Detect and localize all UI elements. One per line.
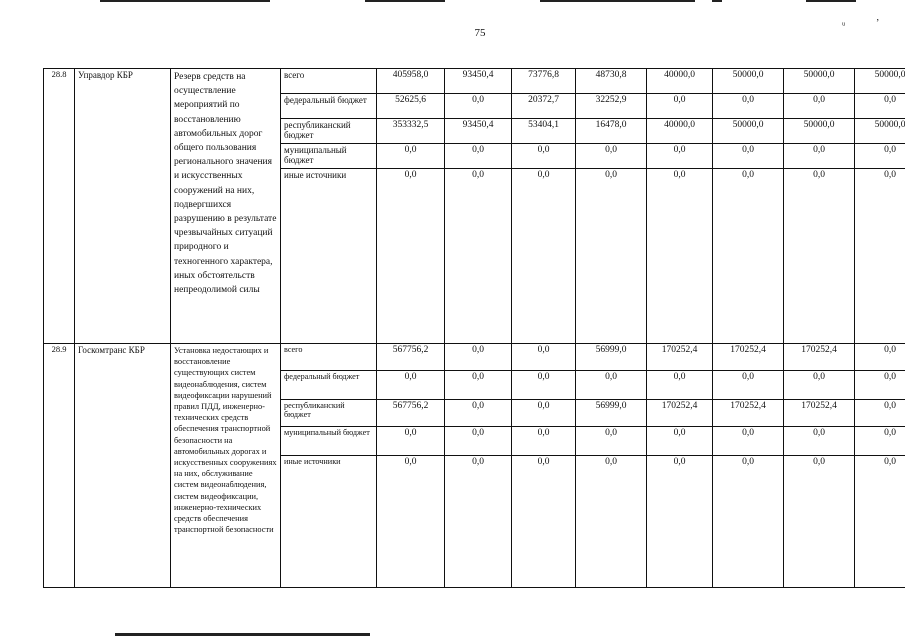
source-label: иные источники [281,169,377,344]
value-cell: 0,0 [445,456,512,588]
executor-cell: Управдор КБР [75,69,171,344]
value-cell: 0,0 [377,371,445,400]
value-cell: 0,0 [713,427,784,456]
executor-cell: Госкомтранс КБР [75,344,171,588]
value-cell: 567756,2 [377,344,445,371]
value-cell: 0,0 [784,169,855,344]
value-cell: 170252,4 [784,400,855,427]
value-cell: 0,0 [855,144,905,169]
value-cell: 0,0 [647,144,713,169]
value-cell: 0,0 [713,169,784,344]
top-rule-3 [540,0,695,2]
top-rule-5 [806,0,856,2]
value-cell: 0,0 [713,94,784,119]
bottom-rule [115,633,370,636]
description-cell: Установка недостающих и восстановление существующих систем видеонаблюдения, систем видеофиксации нарушений правил ПДД, инженерно-технических средств обеспечения транспортной безопасности на автомобильных дорогах и искусственных сооружениях на них, обслуживание систем видеонаблюдения, систем видеофиксации, инженерно-технических средств обеспечения транспортной безопасности [171,344,281,588]
value-cell: 0,0 [576,456,647,588]
value-cell: 170252,4 [647,344,713,371]
page-number: 75 [474,27,486,39]
value-cell: 0,0 [512,144,576,169]
source-label: республиканский бюджет [281,400,377,427]
value-cell: 0,0 [445,94,512,119]
value-cell: 0,0 [445,400,512,427]
table-row [44,344,905,371]
value-cell: 0,0 [855,94,905,119]
value-cell: 53404,1 [512,119,576,144]
top-rule-1 [100,0,270,2]
value-cell: 0,0 [377,427,445,456]
value-cell: 50000,0 [784,69,855,94]
source-label: муниципальный бюджет [281,427,377,456]
value-cell: 0,0 [784,94,855,119]
value-cell: 0,0 [784,371,855,400]
value-cell: 0,0 [445,427,512,456]
value-cell: 0,0 [647,169,713,344]
source-label: всего [281,344,377,371]
row-index: 28.9 [44,344,75,588]
value-cell: 0,0 [377,456,445,588]
value-cell: 0,0 [855,371,905,400]
value-cell: 0,0 [445,144,512,169]
value-cell: 0,0 [647,427,713,456]
value-cell: 0,0 [855,427,905,456]
value-cell: 0,0 [855,344,905,371]
budget-table [43,68,905,588]
value-cell: 0,0 [647,371,713,400]
value-cell: 0,0 [445,371,512,400]
source-label: всего [281,69,377,94]
value-cell: 50000,0 [713,119,784,144]
value-cell: 20372,7 [512,94,576,119]
value-cell: 50000,0 [784,119,855,144]
value-cell: 0,0 [713,144,784,169]
value-cell: 170252,4 [784,344,855,371]
value-cell: 93450,4 [445,119,512,144]
value-cell: 16478,0 [576,119,647,144]
value-cell: 0,0 [377,144,445,169]
value-cell: 0,0 [784,456,855,588]
value-cell: 0,0 [512,371,576,400]
value-cell: 0,0 [647,456,713,588]
value-cell: 48730,8 [576,69,647,94]
value-cell: 0,0 [377,169,445,344]
value-cell: 0,0 [713,371,784,400]
value-cell: 50000,0 [855,69,905,94]
value-cell: 0,0 [855,456,905,588]
description-cell: Резерв средств на осуществление мероприятий по восстановлению автомобильных дорог общего пользования регионального значения и искусственных сооружений на них, подвергшихся разрушению в результате чрезвычайных ситуаций природного и техногенного характера, иных обстоятельств непреодолимой силы [171,69,281,344]
corner-mark-left: ᵘ [842,20,846,31]
value-cell: 0,0 [512,169,576,344]
value-cell: 0,0 [784,144,855,169]
value-cell: 40000,0 [647,69,713,94]
value-cell: 50000,0 [713,69,784,94]
value-cell: 0,0 [576,371,647,400]
source-label: федеральный бюджет [281,371,377,400]
value-cell: 0,0 [576,169,647,344]
value-cell: 56999,0 [576,400,647,427]
value-cell: 93450,4 [445,69,512,94]
value-cell: 0,0 [445,344,512,371]
value-cell: 170252,4 [713,400,784,427]
corner-mark-right: ʼ [876,18,880,29]
source-label: муниципальный бюджет [281,144,377,169]
value-cell: 0,0 [713,456,784,588]
value-cell: 0,0 [445,169,512,344]
value-cell: 0,0 [855,169,905,344]
top-rule-4 [712,0,722,2]
value-cell: 0,0 [855,400,905,427]
source-label: иные источники [281,456,377,588]
source-label: республиканский бюджет [281,119,377,144]
value-cell: 170252,4 [647,400,713,427]
value-cell: 0,0 [512,344,576,371]
value-cell: 0,0 [512,427,576,456]
value-cell: 0,0 [784,427,855,456]
value-cell: 170252,4 [713,344,784,371]
top-rule-2 [365,0,445,2]
value-cell: 50000,0 [855,119,905,144]
value-cell: 353332,5 [377,119,445,144]
source-label: федеральный бюджет [281,94,377,119]
value-cell: 567756,2 [377,400,445,427]
value-cell: 0,0 [576,144,647,169]
value-cell: 0,0 [512,400,576,427]
value-cell: 0,0 [647,94,713,119]
value-cell: 56999,0 [576,344,647,371]
value-cell: 73776,8 [512,69,576,94]
row-index: 28.8 [44,69,75,344]
value-cell: 40000,0 [647,119,713,144]
value-cell: 32252,9 [576,94,647,119]
value-cell: 52625,6 [377,94,445,119]
value-cell: 405958,0 [377,69,445,94]
table-row [44,69,905,94]
value-cell: 0,0 [576,427,647,456]
value-cell: 0,0 [512,456,576,588]
